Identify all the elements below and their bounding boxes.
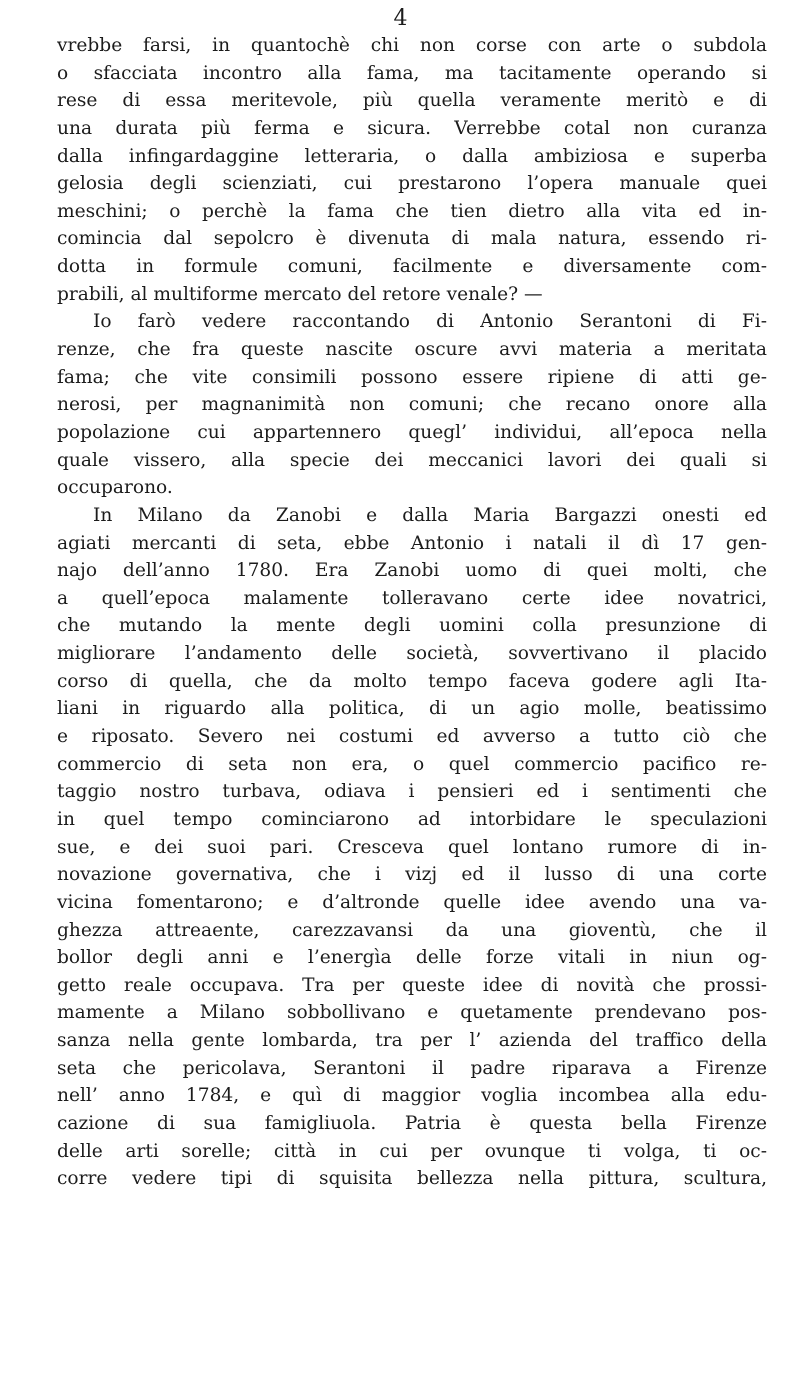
text-line: sue, e dei suoi pari. Cresceva quel lontano rumore di in- xyxy=(57,836,767,858)
text-line: agiati mercanti di seta, ebbe Antonio i natali il dì 17 gen- xyxy=(57,532,767,554)
text-line: o sfacciata incontro alla fama, ma tacitamente operando si xyxy=(57,62,767,84)
text-line: gelosia degli scienziati, cui prestarono l’opera manuale quei xyxy=(57,173,767,195)
text-line: a quell’epoca malamente tolleravano certe idee novatrici, xyxy=(57,587,767,609)
text-line: renze, che fra queste nascite oscure avvi materia a meritata xyxy=(57,339,767,361)
text-line: prabili, al multiforme mercato del retore venale? — xyxy=(57,283,543,305)
text-line: una durata più ferma e sicura. Verrebbe cotal non curanza xyxy=(57,117,767,139)
text-line: seta che pericolava, Serantoni il padre riparava a Firenze xyxy=(57,1057,767,1079)
text-line: in quel tempo cominciarono ad intorbidare le speculazioni xyxy=(57,808,767,830)
text-line: quale vissero, alla specie dei meccanici lavori dei quali si xyxy=(57,449,767,471)
text-line: najo dell’anno 1780. Era Zanobi uomo di quei molti, che xyxy=(57,560,767,582)
text-line: meschini; o perchè la fama che tien dietro alla vita ed in- xyxy=(57,200,767,222)
text-line: dotta in formule comuni, facilmente e diversamente com- xyxy=(57,256,767,278)
text-line: rese di essa meritevole, più quella veramente meritò e di xyxy=(57,90,767,112)
text-line: e riposato. Severo nei costumi ed avverso a tutto ciò che xyxy=(57,726,767,748)
text-line: bollor degli anni e l’energìa delle forze vitali in niun og- xyxy=(57,947,767,969)
text-line: taggio nostro turbava, odiava i pensieri ed i sentimenti che xyxy=(57,781,767,803)
text-line: che mutando la mente degli uomini colla presunzione di xyxy=(57,615,767,637)
text-line: corso di quella, che da molto tempo faceva godere agli Ita- xyxy=(57,670,767,692)
text-line: vicina fomentarono; e d’altronde quelle idee avendo una va- xyxy=(57,891,767,913)
text-line: migliorare l’andamento delle società, sovvertivano il placido xyxy=(57,643,767,665)
text-line: vrebbe farsi, in quantochè chi non corse con arte o subdola xyxy=(57,35,767,56)
text-line: In Milano da Zanobi e dalla Maria Bargazzi onesti ed xyxy=(93,504,767,526)
text-line: occuparono. xyxy=(57,477,173,499)
text-line: fama; che vite consimili possono essere ripiene di atti ge- xyxy=(57,366,767,388)
text-line: ghezza attreaente, carezzavansi da una gioventù, che il xyxy=(57,919,767,941)
text-line: corre vedere tipi di squisita bellezza nella pittura, scultura, xyxy=(57,1168,767,1190)
text-line: delle arti sorelle; città in cui per ovunque ti volga, ti oc- xyxy=(57,1140,767,1162)
text-line: getto reale occupava. Tra per queste idee di novità che prossi- xyxy=(57,974,767,996)
text-line: commercio di seta non era, o quel commercio pacifico re- xyxy=(57,753,767,775)
text-line: nerosi, per magnanimità non comuni; che recano onore alla xyxy=(57,394,767,416)
text-line: Io farò vedere raccontando di Antonio Serantoni di Fi- xyxy=(93,311,767,333)
text-line: popolazione cui appartennero quegl’ individui, all’epoca nella xyxy=(57,421,767,443)
text-line: dalla infingardaggine letteraria, o dalla ambiziosa e superba xyxy=(57,145,767,167)
text-line: mamente a Milano sobbollivano e quetamente prendevano pos- xyxy=(57,1002,767,1024)
page-number: 4 xyxy=(393,6,408,31)
text-line: sanza nella gente lombarda, tra per l’ azienda del traffico della xyxy=(57,1030,767,1052)
text-line: liani in riguardo alla politica, di un agio molle, beatissimo xyxy=(57,698,767,720)
text-line: nell’ anno 1784, e quì di maggior voglia incombea alla edu- xyxy=(57,1085,767,1107)
text-line: comincia dal sepolcro è divenuta di mala natura, essendo ri- xyxy=(57,228,767,250)
text-line: cazione di sua famigliuola. Patria è questa bella Firenze xyxy=(57,1112,767,1134)
text-line: novazione governativa, che i vizj ed il lusso di una corte xyxy=(57,864,767,886)
body-text xyxy=(57,32,767,1193)
